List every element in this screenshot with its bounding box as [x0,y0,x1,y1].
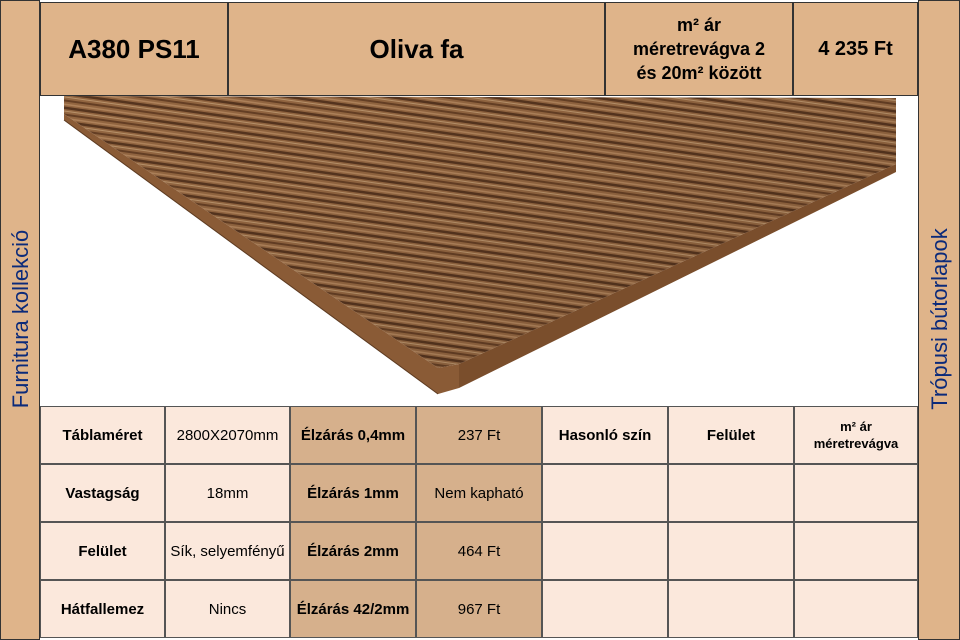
edge-label-42-2: Élzárás 42/2mm [290,580,416,638]
product-code [40,2,228,96]
m2-price-cell-3 [794,580,918,638]
surface-cell-2 [668,522,794,580]
similar-color-cell-3 [542,580,668,638]
price-note-line-1: m² ár [676,15,721,35]
price-value [793,2,918,96]
m2-price-header-line-2: méretrevágva [813,436,899,451]
row-label-tablameret: Táblaméret [40,406,165,464]
row-value-tablameret: 2800X2070mm [165,406,290,464]
edge-price-42-2: 967 Ft [416,580,542,638]
surface-cell-1 [668,464,794,522]
edge-label-2: Élzárás 2mm [290,522,416,580]
m2-price-cell-2 [794,522,918,580]
wood-panel-image [40,96,918,406]
price-text: 4 235 Ft [818,37,893,60]
row-value-hatfallemez: Nincs [165,580,290,638]
m2-price-header-line-1: m² ár [840,419,872,434]
product-name-text: Oliva fa [369,33,464,64]
surface-cell-3 [668,580,794,638]
left-side-bar [0,0,40,640]
edge-price-04: 237 Ft [416,406,542,464]
price-note-line-3: és 20m² között [636,63,762,83]
row-value-vastagsag: 18mm [165,464,290,522]
row-label-hatfallemez: Hátfallemez [40,580,165,638]
product-name [228,2,605,96]
edge-price-2: 464 Ft [416,522,542,580]
edge-label-1: Élzárás 1mm [290,464,416,522]
similar-color-cell-2 [542,522,668,580]
m2-price-header [794,406,918,464]
left-side-label: Furnitura kollekció [8,229,33,409]
row-value-felulet: Sík, selyemfényű [165,522,290,580]
product-code-text: A380 PS11 [68,33,200,64]
price-note-line-2: méretrevágva 2 [632,39,766,59]
surface-header: Felület [668,406,794,464]
row-label-vastagsag: Vastagság [40,464,165,522]
similar-color-cell-1 [542,464,668,522]
similar-color-header: Hasonló szín [542,406,668,464]
edge-price-1: Nem kapható [416,464,542,522]
product-image [40,96,918,406]
price-note [605,2,793,96]
right-side-bar [918,0,960,640]
right-side-label: Trópusi bútorlapok [927,228,952,410]
edge-label-04: Élzárás 0,4mm [290,406,416,464]
m2-price-cell-1 [794,464,918,522]
row-label-felulet: Felület [40,522,165,580]
